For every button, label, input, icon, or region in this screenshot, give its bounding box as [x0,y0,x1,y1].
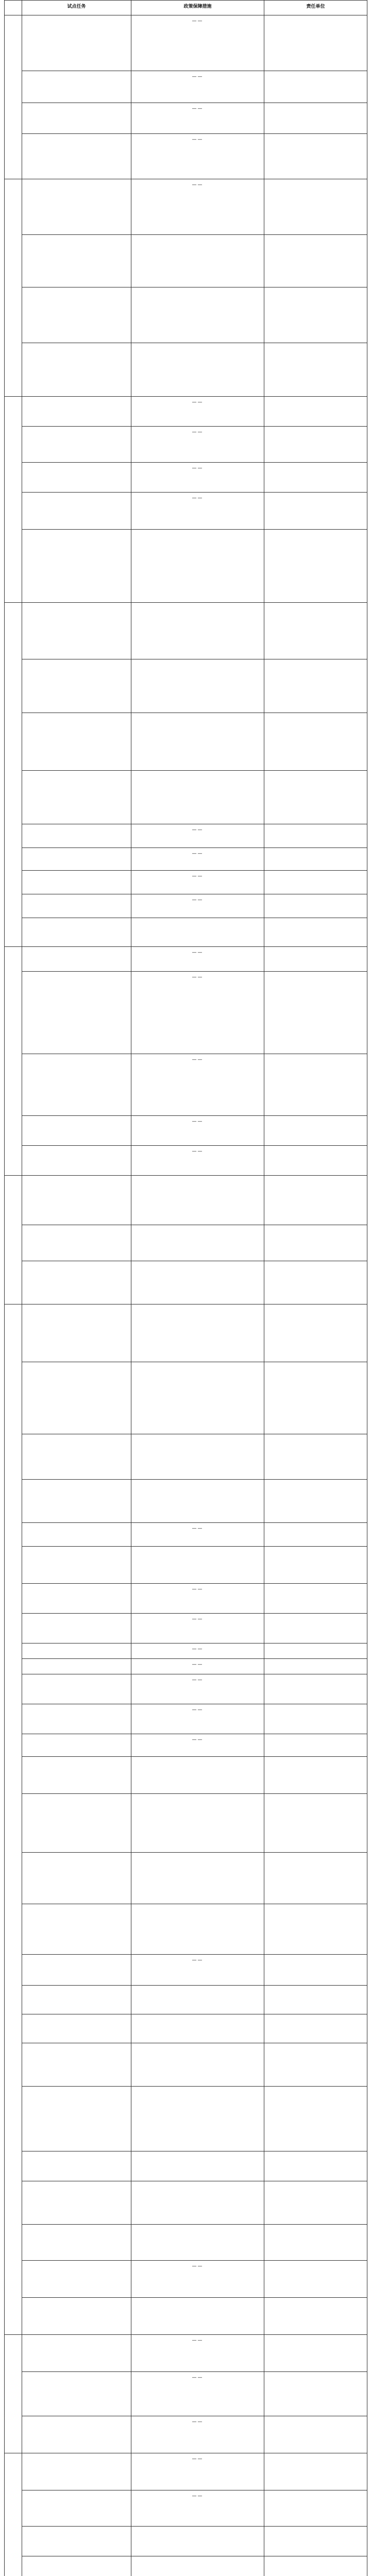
task-cell [22,1986,131,2014]
table-row [5,603,367,659]
table-header-row [5,1,367,15]
task-cell [22,771,131,824]
policy-cell [131,343,264,397]
table-row [5,2087,367,2151]
responsible-unit-cell [264,427,367,463]
table-row [5,1362,367,1434]
table-row [5,134,367,179]
responsible-unit-cell [264,713,367,771]
policy-cell [131,1853,264,1904]
responsible-unit-cell [264,1614,367,1643]
policy-cell [131,2014,264,2043]
responsible-unit-cell [264,1674,367,1704]
task-cell [22,2298,131,2335]
responsible-unit-cell [264,918,367,947]
responsible-unit-cell [264,2043,367,2087]
responsible-unit-cell [264,2181,367,2225]
task-cell [22,1794,131,1853]
responsible-unit-cell [264,2490,367,2527]
responsible-unit-cell [264,871,367,894]
responsible-unit-cell [264,2416,367,2453]
table-row [5,871,367,894]
responsible-unit-cell [264,397,367,427]
policy-cell: —— [131,1146,264,1176]
category-cell [5,397,22,603]
policy-cell [131,2527,264,2556]
table-row [5,1794,367,1853]
responsible-unit-cell [264,1547,367,1584]
task-cell [22,947,131,972]
table-row [5,1584,367,1614]
policy-cell: —— [131,848,264,871]
policy-cell: —— [131,1614,264,1643]
task-cell [22,1225,131,1261]
task-cell [22,1146,131,1176]
task-cell [22,972,131,1054]
table-row [5,1659,367,1674]
policy-cell: —— [131,871,264,894]
policy-cell [131,235,264,287]
task-cell [22,397,131,427]
task-cell [22,1176,131,1225]
policy-cell [131,287,264,343]
task-cell [22,2372,131,2416]
task-cell [22,2556,131,2576]
table-row [5,918,367,947]
table-row [5,287,367,343]
table-row [5,530,367,603]
table-row [5,1261,367,1304]
table-row [5,1614,367,1643]
policy-cell [131,1904,264,1955]
policy-cell: —— [131,2416,264,2453]
responsible-unit-cell [264,1116,367,1146]
table-row [5,848,367,871]
task-cell [22,1955,131,1986]
responsible-unit-cell [264,1986,367,2014]
table-row [5,2298,367,2335]
table-row [5,2151,367,2181]
responsible-unit-cell [264,1054,367,1116]
responsible-unit-cell [264,1584,367,1614]
task-cell [22,1584,131,1614]
task-cell [22,1480,131,1523]
table-row [5,1176,367,1225]
policy-cell [131,2225,264,2261]
task-cell [22,713,131,771]
task-cell [22,1853,131,1904]
category-cell [5,603,22,947]
responsible-unit-cell [264,1176,367,1225]
table-row [5,1674,367,1704]
responsible-unit-cell [264,1261,367,1304]
task-cell [22,179,131,235]
table-row [5,1853,367,1904]
table-row [5,1547,367,1584]
task-cell [22,134,131,179]
policy-cell: —— [131,1054,264,1116]
policy-cell: —— [131,2490,264,2527]
policy-cell [131,1304,264,1362]
task-cell [22,1757,131,1794]
table-row [5,2453,367,2490]
table-row [5,1643,367,1659]
policy-cell [131,1794,264,1853]
responsible-unit-cell [264,659,367,713]
responsible-unit-cell [264,103,367,134]
task-cell [22,1362,131,1434]
policy-cell: —— [131,1643,264,1659]
table-row [5,1054,367,1116]
table-row [5,235,367,287]
task-cell [22,2151,131,2181]
policy-cell [131,530,264,603]
table-row [5,2225,367,2261]
table-row [5,1434,367,1480]
responsible-unit-cell [264,1643,367,1659]
table-row [5,2372,367,2416]
policy-cell [131,2043,264,2087]
policy-cell [131,2151,264,2181]
policy-cell: —— [131,103,264,134]
task-cell [22,1434,131,1480]
task-cell [22,2490,131,2527]
responsible-unit-cell [264,2527,367,2556]
table-row [5,15,367,71]
table-row [5,1986,367,2014]
table-row [5,2043,367,2087]
responsible-unit-cell [264,179,367,235]
task-cell [22,71,131,103]
policy-cell: —— [131,1523,264,1547]
policy-cell [131,1757,264,1794]
task-cell [22,1704,131,1734]
policy-cell [131,2087,264,2151]
responsible-unit-cell [264,1434,367,1480]
table-row [5,2527,367,2556]
task-cell [22,1614,131,1643]
task-cell [22,530,131,603]
policy-cell: —— [131,397,264,427]
policy-cell: —— [131,427,264,463]
table-body [5,15,367,2576]
responsible-unit-cell [264,1225,367,1261]
responsible-unit-cell [264,71,367,103]
policy-cell: —— [131,179,264,235]
responsible-unit-cell [264,2335,367,2372]
table-row [5,1955,367,1986]
policy-cell: —— [131,2335,264,2372]
task-cell [22,15,131,71]
table-row [5,947,367,972]
task-cell [22,2181,131,2225]
table-row [5,894,367,918]
table-row [5,2181,367,2225]
policy-cell [131,1547,264,1584]
category-cell [5,179,22,397]
table-row [5,463,367,493]
table-row [5,713,367,771]
policy-cell [131,1986,264,2014]
responsible-unit-cell [264,493,367,530]
responsible-unit-cell [264,235,367,287]
responsible-unit-cell [264,1757,367,1794]
task-cell [22,871,131,894]
task-cell [22,427,131,463]
responsible-unit-cell [264,1523,367,1547]
task-cell [22,1904,131,1955]
task-cell [22,2043,131,2087]
policy-cell [131,713,264,771]
task-cell [22,1643,131,1659]
task-cell [22,2261,131,2298]
policy-cell: —— [131,1955,264,1986]
policy-cell: —— [131,1674,264,1704]
policy-cell [131,1480,264,1523]
policy-cell [131,2298,264,2335]
task-cell [22,235,131,287]
table-row [5,1116,367,1146]
category-cell [5,2453,22,2576]
responsible-unit-cell [264,134,367,179]
table-row [5,2416,367,2453]
task-cell [22,918,131,947]
table-row [5,1904,367,1955]
responsible-unit-cell [264,2151,367,2181]
table-row [5,2335,367,2372]
responsible-unit-cell [264,343,367,397]
policy-cell [131,2556,264,2576]
table-row [5,343,367,397]
responsible-unit-cell [264,1904,367,1955]
task-cell [22,103,131,134]
responsible-unit-cell [264,1480,367,1523]
responsible-unit-cell [264,603,367,659]
category-cell [5,1176,22,1304]
policy-cell: —— [131,463,264,493]
table-row [5,397,367,427]
table-row [5,1523,367,1547]
policy-cell [131,1362,264,1434]
task-cell [22,659,131,713]
policy-cell: —— [131,2453,264,2490]
task-cell [22,1547,131,1584]
task-cell [22,493,131,530]
policy-cell: —— [131,493,264,530]
category-cell [5,2335,22,2453]
policy-cell [131,771,264,824]
responsible-unit-cell [264,894,367,918]
responsible-unit-cell [264,2556,367,2576]
responsible-unit-cell [264,2261,367,2298]
header-category [5,1,22,15]
table-row [5,1704,367,1734]
task-cell [22,894,131,918]
responsible-unit-cell [264,530,367,603]
table-row [5,824,367,848]
policy-cell [131,1225,264,1261]
table-row [5,1734,367,1757]
table-row [5,1146,367,1176]
task-cell [22,1116,131,1146]
category-cell [5,1304,22,2335]
table-row [5,179,367,235]
table-row [5,1225,367,1261]
category-cell [5,15,22,179]
policy-cell: —— [131,15,264,71]
responsible-unit-cell [264,2014,367,2043]
policy-cell: —— [131,1704,264,1734]
policy-cell: —— [131,1584,264,1614]
table-row [5,1304,367,1362]
responsible-unit-cell [264,2225,367,2261]
policy-cell: —— [131,1734,264,1757]
policy-cell [131,1261,264,1304]
task-cell [22,463,131,493]
responsible-unit-cell [264,2298,367,2335]
table-row [5,771,367,824]
responsible-unit-cell [264,1734,367,1757]
task-cell [22,603,131,659]
header-policy: 政策保障措施 [131,1,264,15]
header-unit: 责任单位 [264,1,367,15]
table-row [5,2556,367,2576]
responsible-unit-cell [264,1146,367,1176]
task-cell [22,2225,131,2261]
task-cell [22,287,131,343]
task-cell [22,2014,131,2043]
responsible-unit-cell [264,15,367,71]
responsible-unit-cell [264,947,367,972]
policy-cell: —— [131,71,264,103]
responsible-unit-cell [264,1362,367,1434]
table-row [5,71,367,103]
policy-cell: —— [131,1659,264,1674]
responsible-unit-cell [264,1853,367,1904]
policy-cell: —— [131,1116,264,1146]
task-cell [22,1054,131,1116]
policy-cell: —— [131,2261,264,2298]
policy-cell [131,659,264,713]
policy-cell [131,1176,264,1225]
table-row [5,103,367,134]
task-cell [22,1523,131,1547]
responsible-unit-cell [264,1704,367,1734]
task-cell [22,2527,131,2556]
responsible-unit-cell [264,2372,367,2416]
task-cell [22,2416,131,2453]
responsible-unit-cell [264,1659,367,1674]
table-row [5,427,367,463]
table-row [5,493,367,530]
task-cell [22,848,131,871]
table-row [5,2014,367,2043]
policy-cell: —— [131,947,264,972]
task-cell [22,1674,131,1704]
task-cell [22,1734,131,1757]
policy-cell: —— [131,894,264,918]
table-row [5,1480,367,1523]
task-cell [22,343,131,397]
policy-cell: —— [131,2372,264,2416]
responsible-unit-cell [264,2453,367,2490]
table-row [5,659,367,713]
table-row [5,2490,367,2527]
responsible-unit-cell [264,1304,367,1362]
task-cell [22,2453,131,2490]
task-cell [22,1261,131,1304]
category-cell [5,947,22,1176]
responsible-unit-cell [264,287,367,343]
task-cell [22,1659,131,1674]
policy-cell: —— [131,972,264,1054]
header-task: 试点任务 [22,1,131,15]
responsible-unit-cell [264,824,367,848]
responsible-unit-cell [264,1794,367,1853]
policy-cell [131,1434,264,1480]
table-row [5,1757,367,1794]
table-row [5,2261,367,2298]
responsible-unit-cell [264,972,367,1054]
responsible-unit-cell [264,463,367,493]
task-cell [22,2335,131,2372]
responsible-unit-cell [264,771,367,824]
policy-cell: —— [131,134,264,179]
pilot-task-table [4,0,367,2576]
task-cell [22,1304,131,1362]
policy-cell: —— [131,824,264,848]
task-cell [22,824,131,848]
task-cell [22,2087,131,2151]
policy-cell [131,2181,264,2225]
responsible-unit-cell [264,848,367,871]
policy-cell [131,918,264,947]
table-row [5,972,367,1054]
responsible-unit-cell [264,2087,367,2151]
responsible-unit-cell [264,1955,367,1986]
policy-cell [131,603,264,659]
